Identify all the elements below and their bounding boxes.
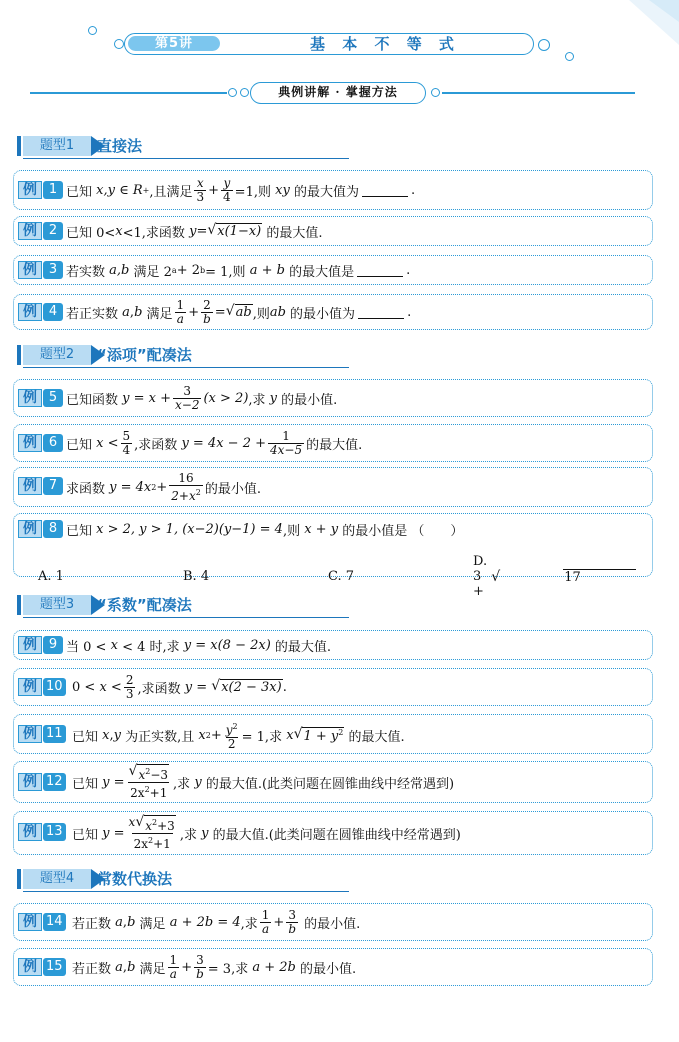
example-box-4 — [13, 294, 653, 330]
example-number: 15 — [43, 958, 66, 976]
example-text: 当 0 < x < 4 时,求 y = x(8 − 2x) 的最大值. — [66, 637, 332, 655]
example-text: 若正数 a , b 满足 a + 2b = 4 ,求 $\frac{1}{a}$ + $\frac{3}{b}$ 的最小值. — [72, 907, 361, 936]
example-box-7 — [13, 467, 653, 507]
example-label: 例 — [18, 477, 42, 495]
example-box-1 — [13, 170, 653, 210]
example-box-6 — [13, 424, 653, 462]
example-box-11 — [13, 714, 653, 754]
example-label: 例 — [18, 958, 42, 976]
section-title: 常数代换法 — [97, 870, 173, 888]
example-number: 9 — [43, 636, 63, 654]
example-box-12 — [13, 761, 653, 803]
lecture-title: 基 本 不 等 式 — [310, 35, 460, 53]
example-box-9 — [13, 630, 653, 660]
answer-blank[interactable] — [357, 264, 403, 277]
example-text: 已知函数 y = x + $\frac{3}{x-2}$ (x > 2) ,求 y 的最小值. — [66, 383, 338, 412]
section-title: 直接法 — [97, 137, 143, 155]
example-text: 求函数 y = 4x 2 + $\frac{16}{2+x^2}$ 的最小值. — [66, 470, 261, 503]
section-tag: 题型3 — [23, 595, 91, 615]
example-text: 已知 x > 2, y > 1, (x−2)(y−1) = 4 ,则 x + y 的最小值是 （ ） — [66, 521, 464, 539]
example-number: 2 — [43, 222, 63, 240]
example-label: 例 — [18, 222, 42, 240]
answer-blank[interactable] — [358, 306, 404, 319]
option-c[interactable]: C. 7 — [328, 569, 355, 584]
example-label: 例 — [18, 303, 42, 321]
example-number: 5 — [43, 389, 63, 407]
section-tag: 题型4 — [23, 869, 91, 889]
example-text: 已知 x < $\frac{5}{4}$ ,求函数 y = 4x − 2 + $\frac{1}{4x-5}$ 的最大值. — [66, 428, 363, 457]
example-number: 7 — [43, 477, 63, 495]
example-text: 0 < x < $\frac{2}{3}$ ,求函数 y = √ x(2 − 3x) . — [72, 672, 287, 701]
example-box-5 — [13, 379, 653, 417]
section-title: “添项”配凑法 — [97, 346, 192, 364]
example-label: 例 — [18, 773, 42, 791]
section-tag: 题型1 — [23, 136, 91, 156]
example-label: 例 — [18, 725, 42, 743]
example-box-15 — [13, 948, 653, 986]
example-number: 1 — [43, 181, 63, 199]
example-text: 已知 y = √ $x^2-3$ $2x^2+1$ ,求 y 的最大值.(此类问题在圆锥曲线中经常遇到) — [72, 763, 455, 800]
example-number: 11 — [43, 725, 66, 743]
example-label: 例 — [18, 678, 42, 696]
example-number: 10 — [43, 678, 66, 696]
example-text: 已知 x,y ∈ R + ,且满足 $\frac{x}{3}$ + $\frac{y}{4}$ =1,则 xy 的最大值为 . — [66, 175, 416, 204]
example-box-8 — [13, 513, 653, 599]
corner-decoration — [609, 0, 679, 60]
answer-blank[interactable] — [362, 184, 408, 197]
lecture-header — [88, 22, 588, 68]
example-box-14 — [13, 903, 653, 941]
example-number: 6 — [43, 434, 63, 452]
example-number: 14 — [43, 913, 66, 931]
option-d[interactable]: D. 3 + √ 17 — [473, 554, 618, 599]
example-box-10 — [13, 668, 653, 706]
example-box-2 — [13, 216, 653, 246]
section-title: “系数”配凑法 — [97, 596, 192, 614]
answer-options — [38, 554, 618, 599]
example-text: 已知 y = x √ $x^2+3$ $2x^2+1$ ,求 y 的最大值.(此类问题在圆锥曲线中经常遇到) — [72, 814, 461, 851]
example-text: 若正实数 a , b 满足 $\frac{1}{a}$ + $\frac{2}{b}$ = √ ab ,则 ab 的最小值为 . — [66, 297, 412, 326]
example-text: 已知 x , y 为正实数,且 x 2 + $\frac{y^2}{2}$ = 1,求 x √ $1 + y^2$ 的最大值. — [72, 721, 405, 751]
example-box-13 — [13, 811, 653, 855]
example-number: 13 — [43, 823, 66, 841]
example-label: 例 — [18, 261, 42, 279]
example-label: 例 — [18, 434, 42, 452]
example-number: 8 — [43, 520, 63, 538]
example-number: 4 — [43, 303, 63, 321]
example-text: 若实数 a,b 满足 2 a + 2 b = 1,则 a + b 的最大值是 . — [66, 262, 411, 280]
example-label: 例 — [18, 823, 42, 841]
section-banner — [30, 80, 635, 106]
section-banner-label: 典例讲解 · 掌握方法 — [250, 82, 426, 104]
section-tag: 题型2 — [23, 345, 91, 365]
example-number: 3 — [43, 261, 63, 279]
example-label: 例 — [18, 636, 42, 654]
example-number: 12 — [43, 773, 66, 791]
example-label: 例 — [18, 181, 42, 199]
example-box-3 — [13, 255, 653, 285]
example-text: 若正数 a , b 满足 $\frac{1}{a}$ + $\frac{3}{b}$ = 3,求 a + 2b 的最小值. — [72, 952, 357, 981]
example-label: 例 — [18, 520, 42, 538]
example-label: 例 — [18, 913, 42, 931]
lecture-tag: 第5讲 — [128, 36, 220, 51]
option-a[interactable]: A. 1 — [38, 569, 64, 584]
lecture-title-pill — [124, 33, 534, 55]
option-b[interactable]: B. 4 — [183, 569, 210, 584]
example-text: 已知 0< x <1,求函数 y = √ x(1−x) 的最大值. — [66, 222, 323, 241]
example-label: 例 — [18, 389, 42, 407]
